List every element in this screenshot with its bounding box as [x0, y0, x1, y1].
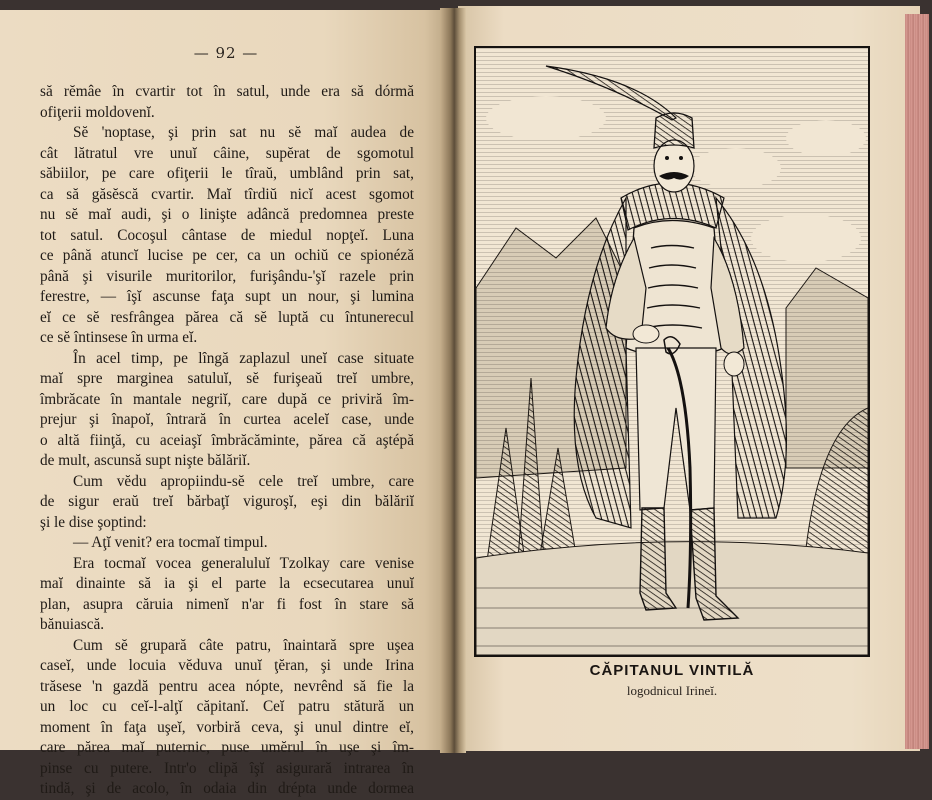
- text-line: Sĕ 'noptase, şi prin sat nu sĕ maĭ audea de: [73, 124, 414, 141]
- text-line: nu sĕ maĭ audi, şi o linişte adâncă predomnea preste: [40, 206, 414, 223]
- cloud: [751, 214, 861, 262]
- text-line: plan, asupra căruia nimenĭ n'ar fi fost în stare să: [40, 595, 414, 613]
- text-line: ca să găsĕscă cvartir. Maĭ tîrdiŭ nicĭ acest sgomot: [40, 185, 414, 203]
- text-line: îmbrăcate în mantale negriĭ, care după ce priviră îm-: [40, 390, 414, 408]
- eye: [665, 156, 669, 160]
- text-line: o altă fiinţă, cu aceiaşĭ îmbrăcăminte, părea că aştépă: [40, 431, 414, 449]
- text-line: Cum vĕdu apropiindu-sĕ cele treĭ umbre, care: [73, 472, 414, 490]
- left-page: [0, 10, 462, 797]
- head: [654, 140, 694, 192]
- text-line: bănuiască.: [40, 616, 105, 633]
- text-line: care părea maĭ puternic, puse umĕrul în uşe şi îm-: [40, 739, 414, 756]
- cloud: [486, 96, 606, 140]
- text-line: tindă, şi de acolo, în odaia din drépta unde dormea: [40, 780, 414, 797]
- text-line: eĭ ce sĕ resfrângea părea că sĕ luptă cu întunerecul: [40, 308, 414, 326]
- text-line: de mult, ascunsă supt nişte bălăriĭ.: [40, 452, 251, 469]
- text-line: să rĕmâe în cvartir tot în satul, unde era să dórmă: [40, 83, 414, 100]
- text-line: moment în faţa uşeĭ, vorbiră ceva, şi unul dintre eĭ,: [40, 718, 414, 736]
- text-line: caseĭ, unde locuia vĕduva unuĭ ţĕran, şi unde Irina: [40, 657, 414, 674]
- text-line: maĭ dinainte să ia şi el parte la ecsecutarea unuĭ: [40, 575, 414, 592]
- text-line: Cum sĕ grupară câte patru, înaintară spre uşea: [73, 636, 414, 654]
- page-number: — 92 —: [193, 44, 259, 62]
- cloud: [786, 120, 866, 156]
- text-line: şi le dise şoptind:: [40, 513, 147, 531]
- body-text: [40, 82, 414, 800]
- cloud: [691, 148, 781, 188]
- text-line: de sigur eraŭ treĭ bărbaţĭ viguroşĭ, eşi din bălăriĭ: [40, 493, 414, 510]
- illustration-caption-subtitle: logodnicul Irineĭ.: [626, 683, 718, 698]
- text-line: săbiilor, pe care ofiţerii le tîraŭ, umblând prin sat,: [40, 165, 414, 182]
- text-line: ce până atuncĭ lucise pe cer, ca un ochiŭ ce spionéză: [40, 247, 414, 264]
- text-line: ofiţerii moldovenĭ.: [40, 103, 155, 121]
- text-line: pinse cu putere. Intr'o clipă îşĭ asigurară intrarea în: [40, 759, 414, 777]
- hand: [724, 352, 744, 376]
- text-line: ce sĕ întinsese în urma eĭ.: [40, 329, 198, 346]
- portrait-illustration: [474, 46, 870, 657]
- book-gutter: [440, 8, 466, 753]
- text-line: un loc cu ceĭ-l-alţĭ căpitanĭ. Ceĭ patru stătură un: [40, 698, 414, 715]
- text-line: cât lătratul vre unuĭ câine, supĕrat de sgomotul: [40, 144, 414, 162]
- text-line: trăsese 'n gazdă pentru acea nópte, nevrênd să fie la: [40, 677, 414, 695]
- ground: [476, 542, 868, 655]
- text-line: până şi visurile muritorilor, furişându-'şĭ razele prin: [40, 267, 414, 285]
- text-line: — Aţĭ venit? era tocmaĭ timpul.: [73, 534, 268, 551]
- text-line: prejur şi înapoĭ, întrară în curtea aceleĭ case, unde: [40, 411, 414, 428]
- text-line: tot satul. Cocoşul cântase de miedul nopţeĭ. Luna: [40, 226, 414, 244]
- text-line: Era tocmaĭ vocea generaluluĭ Tzolkay care venise: [73, 554, 414, 572]
- text-line: În acel timp, pe lîngă zaplazul uneĭ case situate: [73, 349, 414, 367]
- text-line: ferestre, — îşĭ ascunse faţa supt un nour, şi lumina: [40, 288, 414, 305]
- text-line: maĭ spre marginea satuluĭ, sĕ furişeaŭ treĭ umbre,: [40, 370, 414, 387]
- illustration-caption-title: CĂPITANUL VINTILĂ: [589, 662, 755, 679]
- hand: [633, 325, 659, 343]
- engraving-svg: [476, 48, 868, 655]
- eye: [679, 156, 683, 160]
- page-edge-pink: [905, 14, 929, 749]
